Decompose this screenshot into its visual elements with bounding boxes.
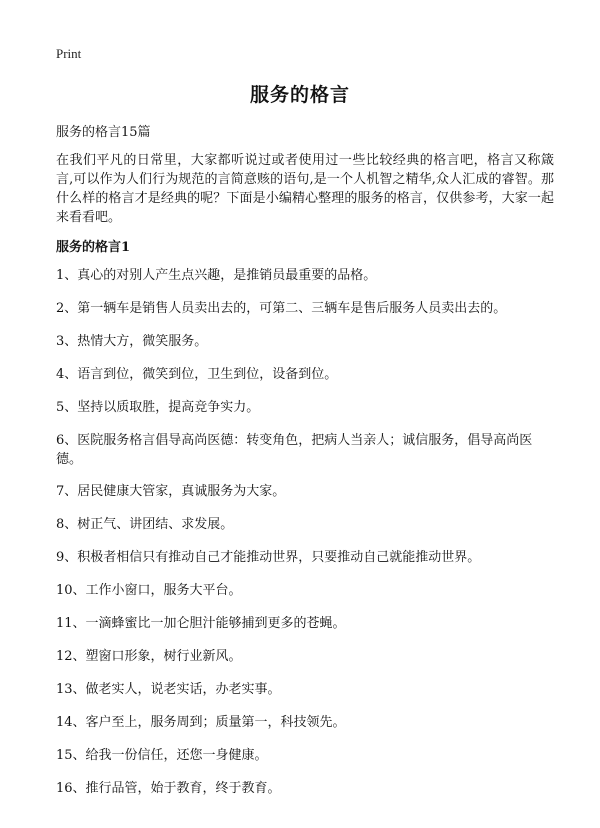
list-item: 12、塑窗口形象，树行业新风。 bbox=[56, 649, 242, 664]
list-item: 11、一滴蜂蜜比一加仑胆汁能够捕到更多的苍蝇。 bbox=[56, 616, 346, 631]
list-item: 13、做老实人，说老实话，办老实事。 bbox=[56, 682, 281, 697]
list-item: 15、给我一份信任，还您一身健康。 bbox=[56, 748, 268, 763]
list-item: 6、医院服务格言倡导高尚医德：转变角色，把病人当亲人；诚信服务，倡导高尚医德。 bbox=[56, 433, 533, 467]
list-item: 9、积极者相信只有推动自己才能推动世界，只要推动自己就能推动世界。 bbox=[56, 550, 481, 565]
print-link[interactable]: Print bbox=[56, 46, 82, 61]
list-item: 3、热情大方，微笑服务。 bbox=[56, 334, 208, 349]
motto-list bbox=[56, 266, 554, 812]
list-item: 8、树正气、讲团结、求发展。 bbox=[56, 517, 234, 532]
intro-paragraph: 在我们平凡的日常里，大家都听说过或者使用过一些比较经典的格言吧，格言又称箴言,可以作为人们行为规范的言简意赅的语句,是一个人机智之精华,众人汇成的睿智。那什么样的格言才是经典的呢？下面是小编精心整理的服务的格言，仅供参考，大家一起来看看吧。 bbox=[56, 153, 554, 225]
section-heading: 服务的格言1 bbox=[56, 240, 131, 255]
list-item: 4、语言到位，微笑到位，卫生到位，设备到位。 bbox=[56, 367, 338, 382]
list-item: 7、居民健康大管家，真诚服务为大家。 bbox=[56, 484, 286, 499]
list-item: 1、真心的对别人产生点兴趣，是推销员最重要的品格。 bbox=[56, 268, 377, 283]
list-item: 2、第一辆车是销售人员卖出去的，可第二、三辆车是售后服务人员卖出去的。 bbox=[56, 301, 507, 316]
list-item: 14、客户至上，服务周到；质量第一，科技领先。 bbox=[56, 715, 346, 730]
subtitle: 服务的格言15篇 bbox=[56, 125, 151, 140]
page-title: 服务的格言 bbox=[249, 84, 350, 106]
list-item: 10、工作小窗口，服务大平台。 bbox=[56, 583, 242, 598]
list-item: 5、坚持以质取胜，提高竞争实力。 bbox=[56, 400, 260, 415]
list-item: 16、推行品管，始于教育，终于教育。 bbox=[56, 781, 281, 796]
